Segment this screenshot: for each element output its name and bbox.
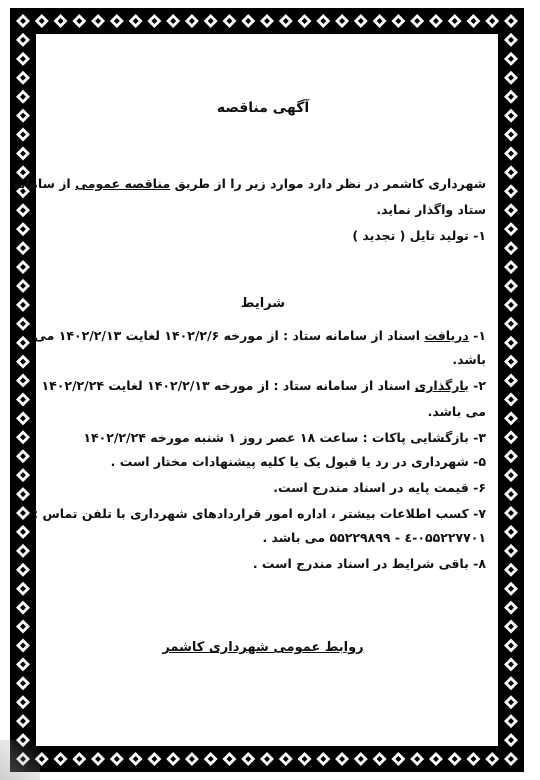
condition-1-cont: باشد. <box>452 352 486 367</box>
condition-1: ۱- دریافت اسناد از سامانه ستاد : از مورخه ۱۴۰۲/۲/۶ لغایت ۱۴۰۲/۲/۱۳ می <box>33 328 486 343</box>
condition-2: ۲- بارگذاری اسناد از سامانه ستاد : از مورخه ۱۴۰۲/۲/۱۳ لغایت ۱۴۰۲/۲/۲۴ <box>41 378 486 393</box>
page-title: آگهی مناقصه <box>216 100 310 116</box>
condition-7: ۷- کسب اطلاعات بیشتر ، اداره امور قراردادهای شهرداری با تلفن تماس : <box>33 506 486 521</box>
condition-8: ۸- باقی شرایط در اسناد مندرج است . <box>252 556 486 571</box>
intro-line-1: شهرداری کاشمر در نظر دارد موارد زیر را از طریق مناقصه عمومی از سامانه <box>13 176 486 191</box>
tender-type: مناقصه عمومی <box>75 176 171 191</box>
item-1: ۱- تولید تایل ( تجدید ) <box>352 228 486 243</box>
condition-3: ۳- بازگشایی پاکات : ساعت ۱۸ عصر روز ۱ شنبه مورخه ۱۴۰۲/۲/۲۴ <box>83 430 486 445</box>
scan-shadow <box>0 740 40 780</box>
condition-6: ۶- قیمت پایه در اسناد مندرج است. <box>273 480 486 495</box>
signature: روابط عمومی شهرداری کاشمر <box>162 640 364 655</box>
intro-line-2: ستاد واگذار نماید. <box>376 202 486 217</box>
condition-7-cont: ۰۵۵۲۲۷۷۰۱-٤ - ۵۵۲۲۹۸۹۹ می باشد . <box>262 530 486 545</box>
condition-2-cont: می باشد. <box>427 404 486 419</box>
conditions-title: شرایط <box>240 296 286 311</box>
notice-body <box>13 40 486 740</box>
condition-5: ۵- شهرداری در رد یا قبول یک یا کلیه پیشنهادات مختار است . <box>110 454 486 469</box>
